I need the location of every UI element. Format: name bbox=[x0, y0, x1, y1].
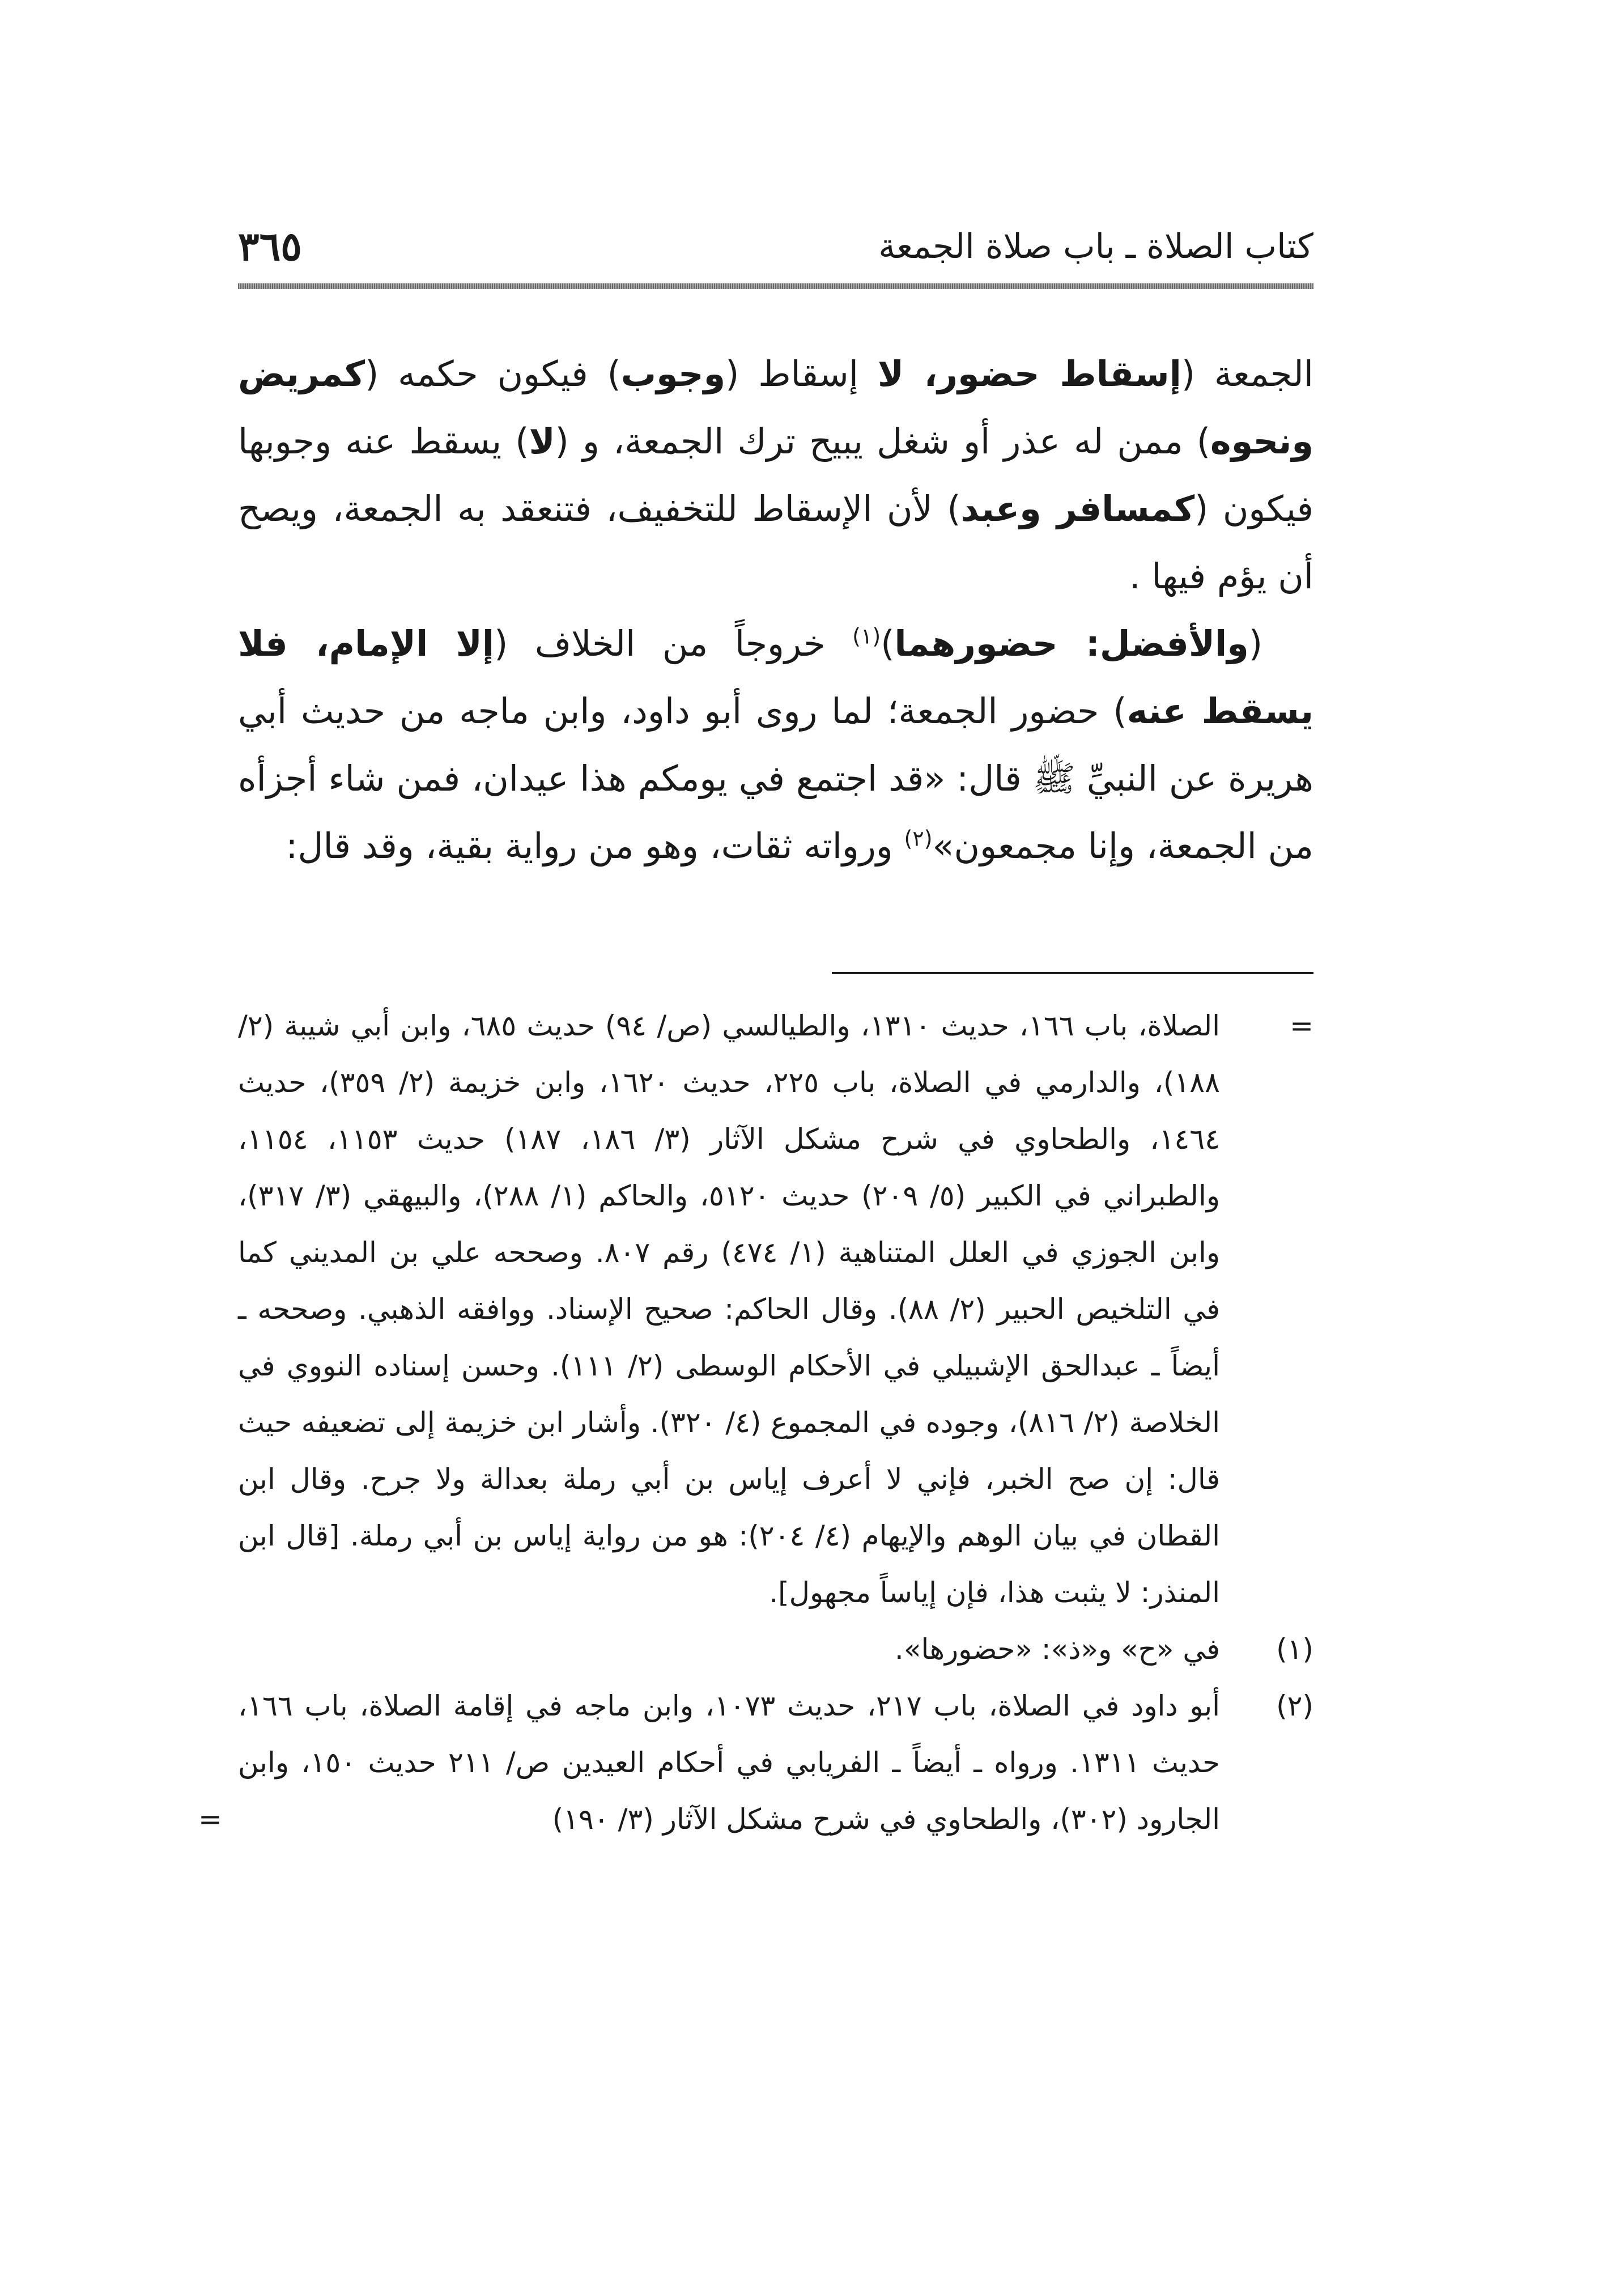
footnote-number: (١) bbox=[1276, 1633, 1313, 1666]
text-run: ) حضور الجمعة؛ لما روى أبو داود، وابن ماجه من حديث أبي هريرة عن النبيِّ ﷺ قال: «قد اجتمع في يومكم هذا عيدان، فمن شاء أجزأه من الجمعة، وإنا مجمعون» bbox=[238, 690, 1313, 867]
footnote-text: في «ح» و«ذ»: «حضورها». bbox=[894, 1633, 1220, 1666]
footnote-continued bbox=[238, 997, 1313, 1621]
footnote-text: أبو داود في الصلاة، باب ٢١٧، حديث ١٠٧٣، وابن ماجه في إقامة الصلاة، باب ١٦٦، حديث ١٣١١. ورواه ـ أيضاً ـ الفريابي في أحكام العيدين ص/ ٢١١ حديث ١٥٠، وابن الجارود (٣٠٢)، والطحاوي في شرح مشكل الآثار (٣/ ١٩٠) bbox=[238, 1689, 1221, 1836]
matn-bold-run: كمسافر وعبد bbox=[960, 488, 1195, 529]
footnotes-section bbox=[198, 997, 1313, 1848]
running-header bbox=[238, 221, 1313, 289]
text-run: ) يسقط عنه وجوبها فيكون ( bbox=[238, 421, 1313, 529]
footnote-separator bbox=[832, 972, 1313, 974]
footnote-ref-2[interactable]: (٢) bbox=[904, 826, 933, 851]
footnote-continues-marker: = bbox=[198, 1803, 222, 1836]
footnote-1 bbox=[238, 1621, 1313, 1678]
header-title: كتاب الصلاة ـ باب صلاة الجمعة bbox=[878, 227, 1313, 266]
matn-bold-run: كمريض ونحوه bbox=[238, 353, 1314, 462]
text-run: ) bbox=[881, 623, 895, 664]
matn-bold-run: والأفضل: حضورهما bbox=[894, 623, 1249, 664]
footnote-text: الصلاة، باب ١٦٦، حديث ١٣١٠، والطيالسي (ص/ ٩٤) حديث ٦٨٥، وابن أبي شيبة (٢/ ١٨٨)، والدارمي في الصلاة، باب ٢٢٥، حديث ١٦٢٠، وابن خزيمة (٢/ ٣٥٩)، حديث ١٤٦٤، والطحاوي في شرح مشكل الآثار (٣/ ١٨٦، ١٨٧) حديث ١١٥٣، ١١٥٤، والطبراني في الكبير (٥/ ٢٠٩) حديث ٥١٢٠، والحاكم (١/ ٢٨٨)، والبيهقي (٣/ ٣١٧)، وابن الجوزي في العلل المتناهية (١/ ٤٧٤) رقم ٨٠٧. وصححه علي بن المديني كما في التلخيص الحبير (٢/ ٨٨). وقال الحاكم: صحيح الإسناد. ووافقه الذهبي. وصححه ـ أيضاً ـ عبدالحق الإشبيلي في الأحكام الوسطى (٢/ ١١١). وحسن إسناده النووي في الخلاصة (٢/ ٨١٦)، وجوده في المجموع (٤/ ٣٢٠). وأشار ابن خزيمة إلى تضعيفه حيث قال: إن صح الخبر، فإني لا أعرف إياس بن أبي رملة بعدالة ولا جرح. وقال ابن القطان في بيان الوهم والإيهام (٤/ ٢٠٤): هو من رواية إياس بن أبي رملة. [قال ابن المنذر: لا يثبت هذا، فإن إياساً مجهول]. bbox=[238, 1009, 1221, 1609]
text-run: ( bbox=[1248, 623, 1263, 664]
footnote-number: (٢) bbox=[1276, 1689, 1313, 1722]
matn-bold-run: إسقاط حضور، لا bbox=[877, 353, 1181, 394]
text-run: ) ممن له عذر أو شغل يبيح ترك الجمعة، و ( bbox=[555, 421, 1211, 462]
matn-bold-run: إلا الإمام، فلا يسقط عنه bbox=[238, 623, 1313, 732]
text-run: خروجاً من الخلاف ( bbox=[494, 623, 853, 664]
text-run: ) فيكون حكمه ( bbox=[365, 353, 621, 394]
footnote-ref-1[interactable]: (١) bbox=[852, 623, 881, 649]
text-run: ورواته ثقات، وهو من رواية بقية، وقد قال: bbox=[286, 825, 904, 867]
footnote-2 bbox=[198, 1678, 1313, 1848]
footnote-continuation-marker: = bbox=[1290, 1009, 1313, 1042]
main-body-text bbox=[238, 340, 1313, 880]
matn-bold-run: وجوب bbox=[620, 353, 726, 394]
paragraph-1 bbox=[238, 340, 1313, 610]
paragraph-2 bbox=[238, 610, 1313, 880]
text-run: إسقاط ( bbox=[725, 353, 878, 394]
matn-bold-run: لا bbox=[529, 421, 555, 462]
text-run: ) لأن الإسقاط للتخفيف، فتنعقد به الجمعة، ويصح أن يؤم فيها . bbox=[238, 488, 1313, 597]
text-run: الجمعة ( bbox=[1181, 353, 1313, 394]
page-number: ٣٦٥ bbox=[238, 223, 302, 270]
header-divider bbox=[238, 283, 1313, 289]
